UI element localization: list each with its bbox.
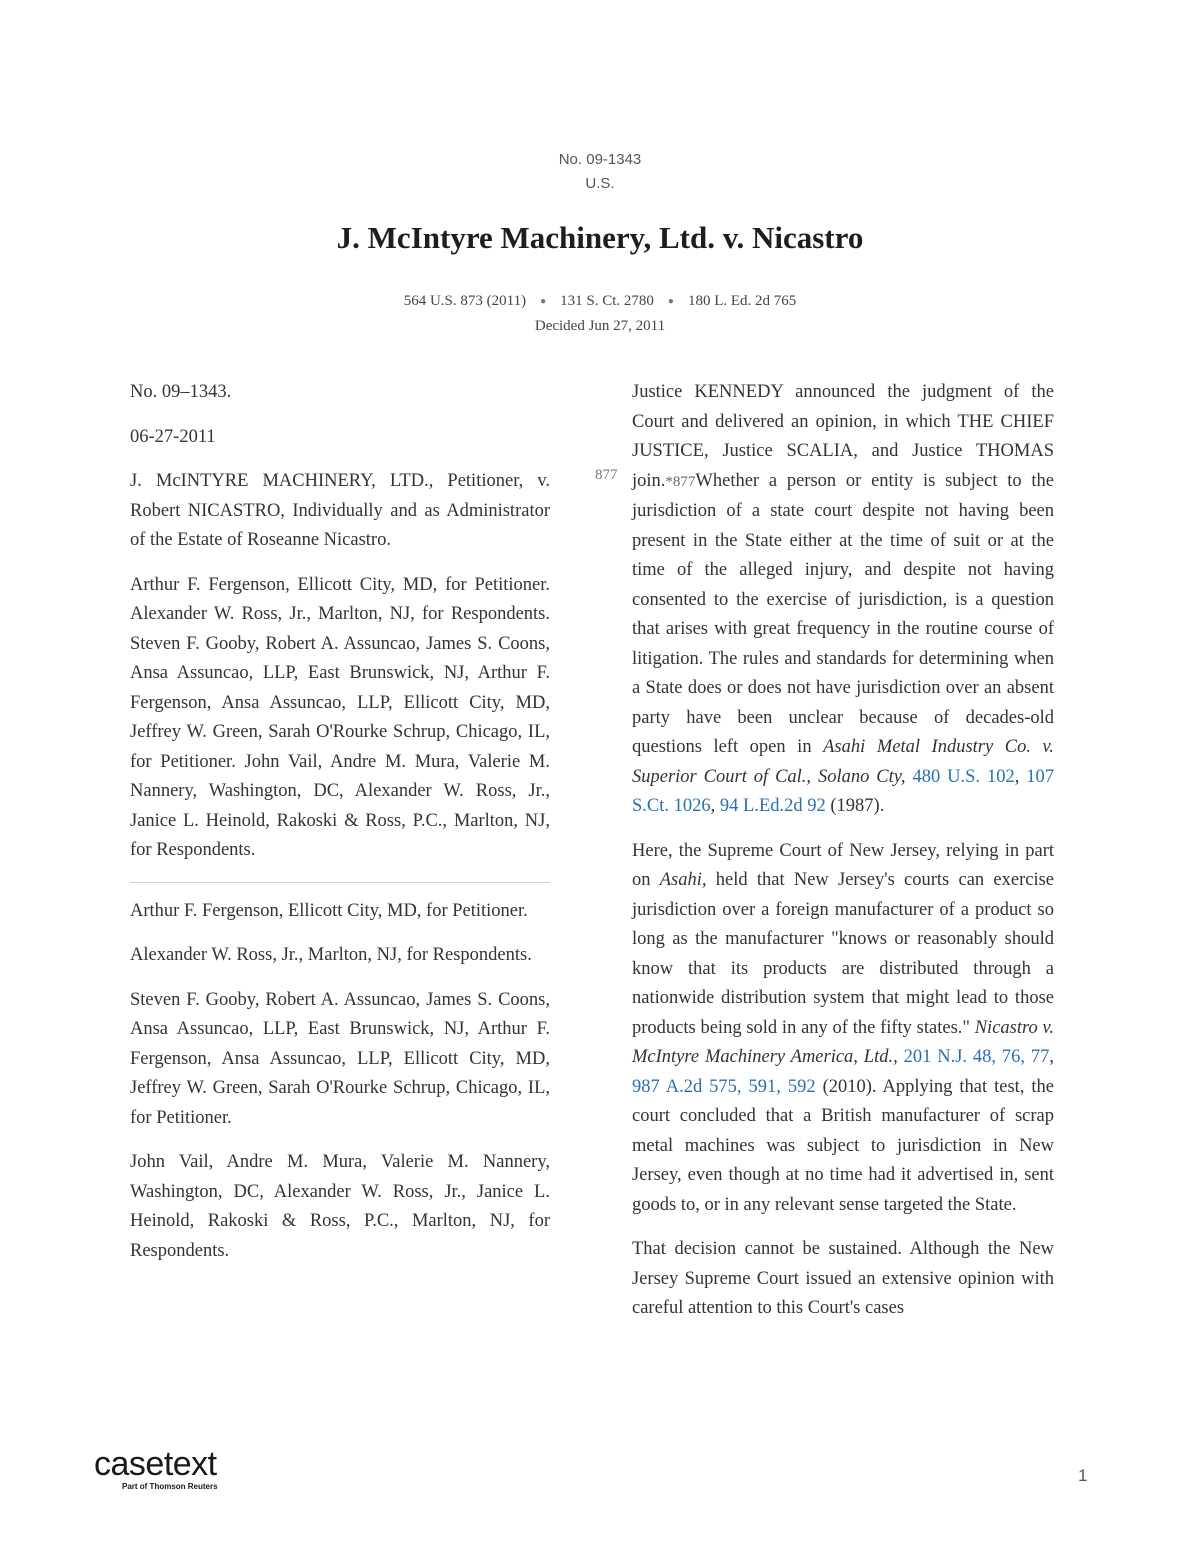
logo-subtitle: Part of Thomson Reuters bbox=[122, 1482, 218, 1491]
left-date: 06-27-2011 bbox=[130, 426, 216, 447]
parties-paragraph: J. McINTYRE MACHINERY, LTD., Petitioner, v. Robert NICASTRO, Individually and as Administrator of the Estate of Roseanne Nicastro. bbox=[130, 471, 550, 550]
separator-dot-icon: ● bbox=[667, 295, 674, 307]
left-docket: No. 09–1343. bbox=[130, 382, 232, 402]
casetext-logo: casetext bbox=[94, 1445, 217, 1483]
citation-link[interactable]: 987 A.2d 575, 591, 592 bbox=[632, 1076, 816, 1097]
citation-link[interactable]: 480 U.S. 102 bbox=[912, 766, 1015, 787]
counsel-entry: John Vail, Andre M. Mura, Valerie M. Nannery, Washington, DC, Alexander W. Ross, Jr., Janice L. Heinold, Rakoski & Ross, P.C., Marlton, NJ, for Respondents. bbox=[130, 1152, 550, 1261]
counsel-entry: Steven F. Gooby, Robert A. Assuncao, James S. Coons, Ansa Assuncao, LLP, East Brunswick, NJ, Arthur F. Fergenson, Ansa Assuncao, LLP, Ellicott City, MD, Jeffrey W. Green, Sarah O'Rourke Schrup, Chicago, IL, for Petitioner. bbox=[130, 989, 550, 1128]
opinion-paragraph-3: That decision cannot be sustained. Although the New Jersey Supreme Court issued an extensive opinion with careful attention to this Court's cases bbox=[632, 1239, 1054, 1318]
citation-led: 180 L. Ed. 2d 765 bbox=[687, 293, 797, 309]
opinion-text: (1987). bbox=[830, 796, 885, 816]
page-marker: 877 bbox=[595, 467, 618, 483]
right-column bbox=[632, 378, 1054, 1339]
counsel-summary: Arthur F. Fergenson, Ellicott City, MD, for Petitioner. Alexander W. Ross, Jr., Marlton, NJ, for Respondents. Steven F. Gooby, Robert A. Assuncao, James S. Coons, Ansa Assuncao, LLP, East Brunswick, NJ, Arthur F. Fergenson, Ansa Assuncao, LLP, Ellicott City, MD, Jeffrey W. Green, Sarah O'Rourke Schrup, Chicago, IL, for Petitioner. John Vail, Andre M. Mura, Valerie M. Nannery, Washington, DC, Alexander W. Ross, Jr., Janice L. Heinold, Rakoski & Ross, P.C., Marlton, NJ, for Respondents. bbox=[130, 574, 550, 860]
separator-dot-icon: ● bbox=[540, 295, 547, 307]
citation-link[interactable]: 201 N.J. 48, 76, 77 bbox=[903, 1047, 1050, 1067]
docket-number: No. 09-1343 bbox=[558, 151, 642, 168]
citation-link[interactable]: 94 L.Ed.2d 92 bbox=[719, 796, 826, 816]
citation-link[interactable]: 107 S.Ct. 1026 bbox=[632, 766, 1055, 816]
case-name: Asahi Metal Industry Co. v. Superior Court of Cal., Solano Cty, bbox=[632, 737, 1054, 787]
counsel-entry: Alexander W. Ross, Jr., Marlton, NJ, for Respondents. bbox=[130, 945, 532, 965]
divider bbox=[130, 882, 550, 883]
opinion-paragraph-2: Here, the Supreme Court of New Jersey, relying in part on Asahi, held that New Jersey's courts can exercise jurisdiction over a foreign manufacturer of a product so long as the manufacturer "knows or reasonably should know that its products are distributed through a nationwide distribution system that might lead to those products being sold in any of the fifty states." Nicastro v. McIntyre Machinery America, Ltd., 201 N.J. 48, 76, 77, 987 A.2d 575, 591, 592 (2010). Applying that test, the court concluded that a British manufacturer of scrap metal machines was subject to jurisdiction in New Jersey, even though at no time had it advertised in, sent goods to, or in any relevant sense targeted the State. bbox=[632, 840, 1055, 1215]
opinion-text: Justice KENNEDY announced the judgment of the Court and delivered an opinion, in which THE CHIEF JUSTICE, Justice SCALIA, and Justice THOMAS join. bbox=[632, 382, 1054, 491]
citation-sct: 131 S. Ct. 2780 bbox=[560, 293, 654, 309]
opinion-text: Whether a person or entity is subject to the jurisdiction of a state court despite not having been present in the State either at the time of suit or at the time of the alleged injury, and despite not having consented to the exercise of jurisdiction, is a question that arises with great frequency in the routine course of litigation. The rules and standards for determining when a State does or does not have jurisdiction over an absent party have been unclear because of decades-old questions left open in bbox=[632, 470, 1054, 757]
court-name: U.S. bbox=[585, 175, 615, 192]
citation-line bbox=[0, 289, 1200, 338]
opinion-text: held that New Jersey's courts can exercise jurisdiction over a foreign manufacturer of a product so long as the manufacturer "knows or reasonably should know that its products are distributed through a nationwide distribution system that might lead to those products being sold in any of the fifty states." bbox=[632, 870, 1054, 1038]
page-number: 1 bbox=[1078, 1466, 1088, 1485]
left-column bbox=[130, 378, 550, 1281]
citation-us: 564 U.S. 873 (2011) bbox=[403, 293, 527, 309]
counsel-entry: Arthur F. Fergenson, Ellicott City, MD, for Petitioner. bbox=[130, 900, 528, 921]
docket-header bbox=[0, 148, 1200, 196]
case-name: Asahi, bbox=[659, 870, 707, 890]
opinion-paragraph-1: Justice KENNEDY announced the judgment of the Court and delivered an opinion, in which THE CHIEF JUSTICE, Justice SCALIA, and Justice THOMAS join.*877Whether a person or entity is subject to the jurisdiction of a state court despite not having been present in the State either at the time of suit or at the time of the alleged injury, and despite not having consented to the exercise of jurisdiction, is a question that arises with great frequency in the routine course of litigation. The rules and standards for determining when a State does or does not have jurisdiction over an absent party have been unclear because of decades-old questions left open in Asahi Metal Industry Co. v. Superior Court of Cal., Solano Cty, 480 U.S. 102, 107 S.Ct. 1026, 94 L.Ed.2d 92 (1987). bbox=[632, 382, 1055, 816]
star-page-ref: *877 bbox=[665, 473, 696, 490]
case-title: J. McIntyre Machinery, Ltd. v. Nicastro bbox=[336, 220, 864, 255]
case-name: Nicastro v. McIntyre Machinery America, Ltd., bbox=[632, 1017, 1054, 1067]
opinion-text: Here, the Supreme Court of New Jersey, relying in part on bbox=[632, 840, 1054, 890]
decided-date: Decided Jun 27, 2011 bbox=[534, 317, 666, 334]
opinion-text: (2010). Applying that test, the court concluded that a British manufacturer of scrap metal machines was subject to jurisdiction in New Jersey, even though at no time had it advertised in, sent goods to, or in any relevant sense targeted the State. bbox=[632, 1076, 1054, 1215]
